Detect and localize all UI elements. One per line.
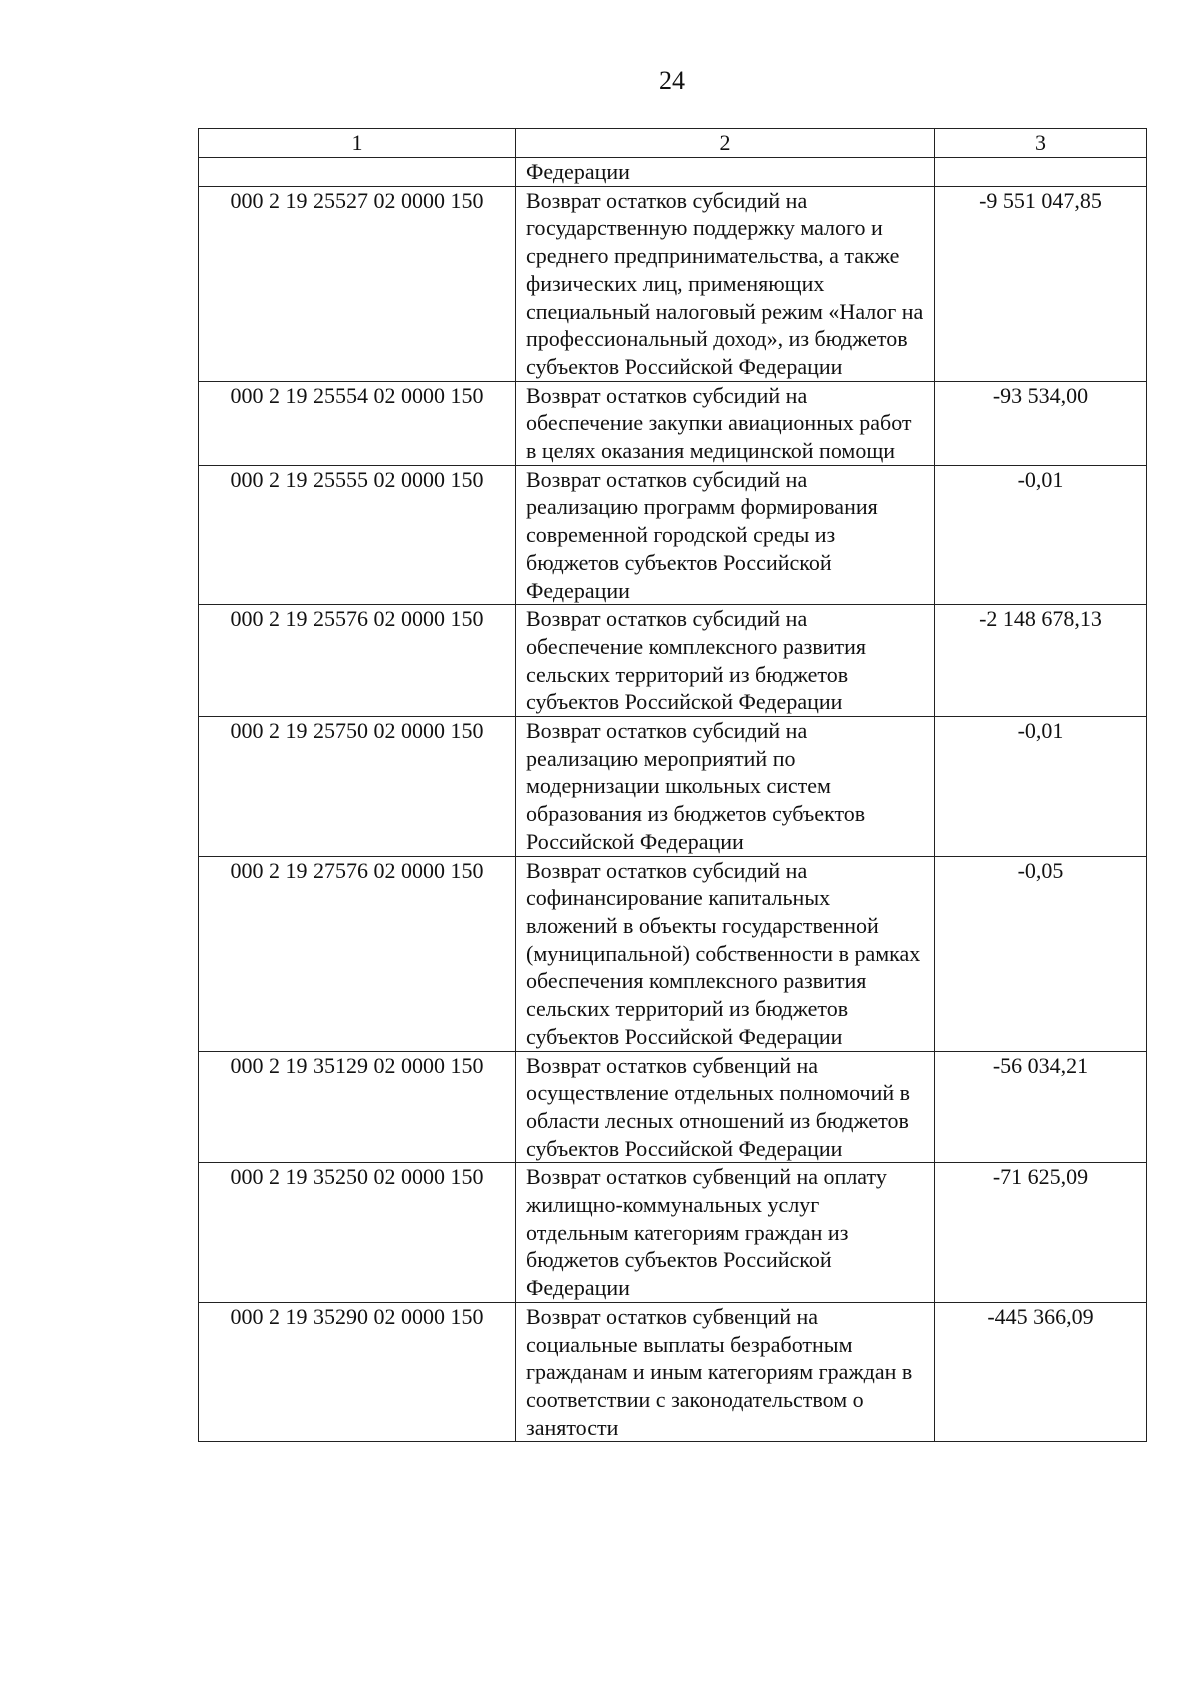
description-cell: Возврат остатков субсидий на государственную поддержку малого и среднего предпринимательства, а также физических лиц, применяющих специальный налоговый режим «Налог на профессиональный доход», из бюджетов субъектов Российской Федерации xyxy=(516,186,935,381)
table-header-row xyxy=(199,129,1147,158)
budget-code-cell: 000 2 19 25555 02 0000 150 xyxy=(199,465,516,605)
amount-cell: -71 625,09 xyxy=(935,1163,1147,1303)
amount-cell: -9 551 047,85 xyxy=(935,186,1147,381)
description-cell: Возврат остатков субсидий на реализацию программ формирования современной городской среды из бюджетов субъектов Российской Федерации xyxy=(516,465,935,605)
column-header-2: 2 xyxy=(516,129,935,158)
description-cell: Возврат остатков субвенций на оплату жилищно-коммунальных услуг отдельным категориям граждан из бюджетов субъектов Российской Федерации xyxy=(516,1163,935,1303)
budget-code-cell: 000 2 19 25527 02 0000 150 xyxy=(199,186,516,381)
table-row xyxy=(199,1302,1147,1442)
description-cell: Возврат остатков субвенций на осуществление отдельных полномочий в области лесных отношений из бюджетов субъектов Российской Федерации xyxy=(516,1051,935,1163)
table-row-continuation xyxy=(199,158,1147,187)
description-cell: Возврат остатков субсидий на обеспечение закупки авиационных работ в целях оказания медицинской помощи xyxy=(516,381,935,465)
column-header-1: 1 xyxy=(199,129,516,158)
page-number: 24 xyxy=(659,66,685,95)
description-cell: Возврат остатков субсидий на реализацию мероприятий по модернизации школьных систем образования из бюджетов субъектов Российской Федерации xyxy=(516,717,935,857)
table-row xyxy=(199,1163,1147,1303)
column-header-3: 3 xyxy=(935,129,1147,158)
description-cell: Возврат остатков субвенций на социальные выплаты безработным гражданам и иным категориям граждан в соответствии с законодательством о занятости xyxy=(516,1302,935,1442)
table-row xyxy=(199,605,1147,717)
amount-cell xyxy=(935,158,1147,187)
table-row xyxy=(199,1051,1147,1163)
amount-cell: -0,01 xyxy=(935,465,1147,605)
table-row xyxy=(199,381,1147,465)
amount-cell: -0,05 xyxy=(935,856,1147,1051)
table-row xyxy=(199,717,1147,857)
budget-code-cell: 000 2 19 35129 02 0000 150 xyxy=(199,1051,516,1163)
budget-table xyxy=(198,128,1147,1442)
budget-code-cell: 000 2 19 35250 02 0000 150 xyxy=(199,1163,516,1303)
description-cell: Возврат остатков субсидий на обеспечение комплексного развития сельских территорий из бюджетов субъектов Российской Федерации xyxy=(516,605,935,717)
table-row xyxy=(199,856,1147,1051)
description-cell: Возврат остатков субсидий на софинансирование капитальных вложений в объекты государственной (муниципальной) собственности в рамках обеспечения комплексного развития сельских территорий из бюджетов субъектов Российской Федерации xyxy=(516,856,935,1051)
amount-cell: -93 534,00 xyxy=(935,381,1147,465)
budget-code-cell: 000 2 19 25554 02 0000 150 xyxy=(199,381,516,465)
budget-code-cell: 000 2 19 35290 02 0000 150 xyxy=(199,1302,516,1442)
budget-code-cell: 000 2 19 25750 02 0000 150 xyxy=(199,717,516,857)
amount-cell: -56 034,21 xyxy=(935,1051,1147,1163)
description-cell: Федерации xyxy=(516,158,935,187)
budget-code-cell: 000 2 19 25576 02 0000 150 xyxy=(199,605,516,717)
amount-cell: -2 148 678,13 xyxy=(935,605,1147,717)
budget-code-cell: 000 2 19 27576 02 0000 150 xyxy=(199,856,516,1051)
table-row xyxy=(199,465,1147,605)
amount-cell: -0,01 xyxy=(935,717,1147,857)
budget-code-cell xyxy=(199,158,516,187)
table-row xyxy=(199,186,1147,381)
amount-cell: -445 366,09 xyxy=(935,1302,1147,1442)
